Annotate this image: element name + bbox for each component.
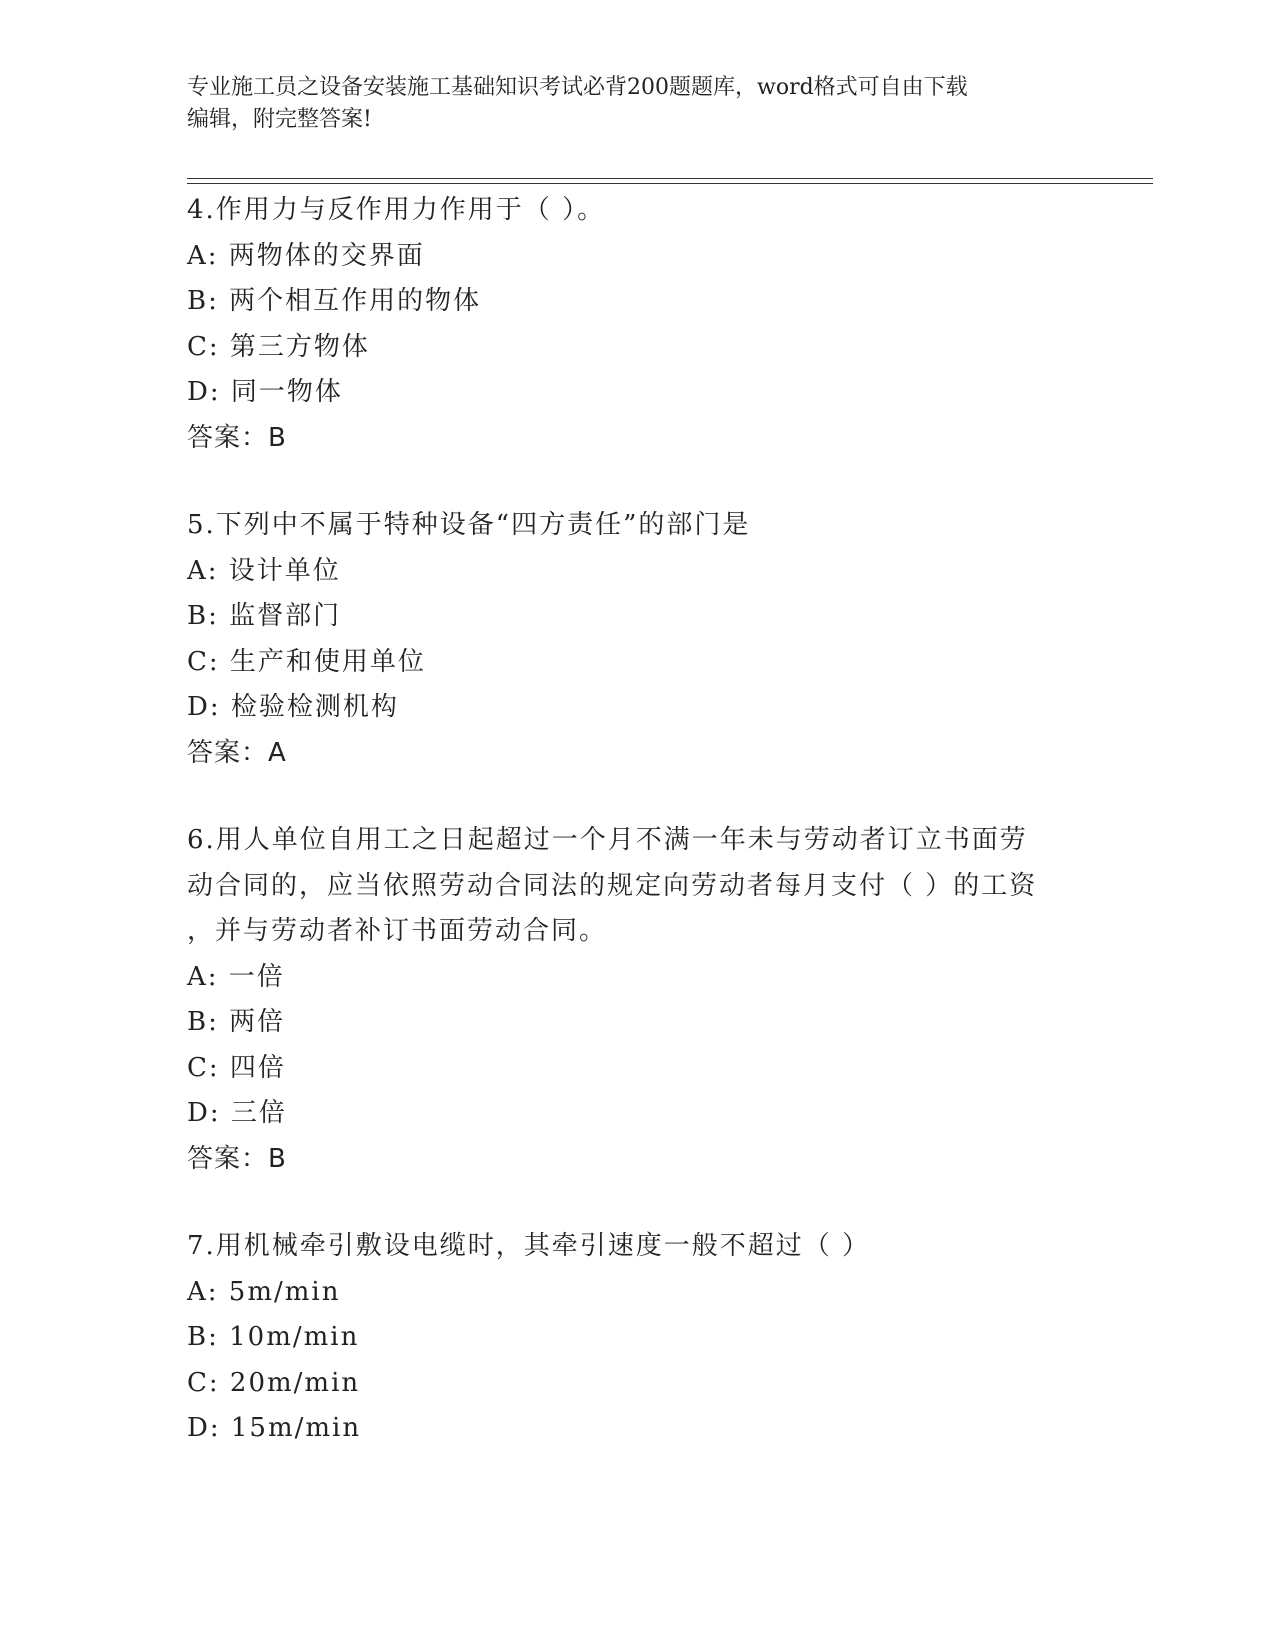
- document-header: [187, 72, 1067, 136]
- question-block-5: [187, 503, 1087, 776]
- answer-label: 答案：B: [187, 1143, 287, 1174]
- option-d: D: 同一物体: [187, 377, 343, 407]
- question-stem: 4.作用力与反作用力作用于（ ）。: [187, 195, 606, 225]
- question-spacer: [187, 776, 1087, 818]
- question-stem-line-3: ，并与劳动者补订书面劳动合同。: [187, 916, 608, 946]
- question-stem-line-2: 动合同的，应当依照劳动合同法的规定向劳动者每月支付（ ）的工资: [187, 870, 1038, 901]
- option-d: D: 检验检测机构: [187, 692, 399, 722]
- option-d: D: 15m/min: [187, 1413, 362, 1443]
- question-block-4: [187, 188, 1087, 461]
- question-list: [187, 188, 1087, 1452]
- question-block-7: [187, 1224, 1087, 1452]
- option-c: C: 20m/min: [187, 1367, 361, 1398]
- question-spacer: [187, 1182, 1087, 1224]
- question-stem: 5.下列中不属于特种设备“四方责任”的部门是: [187, 510, 751, 540]
- option-b: B: 10m/min: [187, 1322, 360, 1352]
- header-divider-bottom: [187, 183, 1153, 184]
- question-spacer: [187, 461, 1087, 503]
- option-c: C: 第三方物体: [187, 331, 370, 362]
- option-b: B: 监督部门: [187, 601, 342, 631]
- option-c: C: 四倍: [187, 1052, 286, 1083]
- option-a: A: 设计单位: [187, 555, 341, 586]
- option-d: D: 三倍: [187, 1098, 287, 1128]
- answer-label: 答案：B: [187, 422, 287, 453]
- option-a: A: 两物体的交界面: [187, 240, 425, 271]
- header-title-line-1: 专业施工员之设备安装施工基础知识考试必背200题题库，word格式可自由下载: [187, 75, 968, 100]
- question-stem-line-1: 6.用人单位自用工之日起超过一个月不满一年未与劳动者订立书面劳: [187, 825, 1028, 855]
- question-stem: 7.用机械牵引敷设电缆时，其牵引速度一般不超过（ ）: [187, 1231, 871, 1261]
- question-block-6: [187, 818, 1087, 1182]
- option-a: A: 一倍: [187, 961, 285, 992]
- header-title-line-2: 编辑，附完整答案!: [187, 107, 372, 132]
- header-divider-top: [187, 178, 1153, 179]
- option-a: A: 5m/min: [187, 1276, 341, 1307]
- answer-label: 答案：A: [187, 737, 287, 768]
- option-b: B: 两个相互作用的物体: [187, 286, 482, 316]
- option-c: C: 生产和使用单位: [187, 646, 426, 677]
- option-b: B: 两倍: [187, 1007, 286, 1037]
